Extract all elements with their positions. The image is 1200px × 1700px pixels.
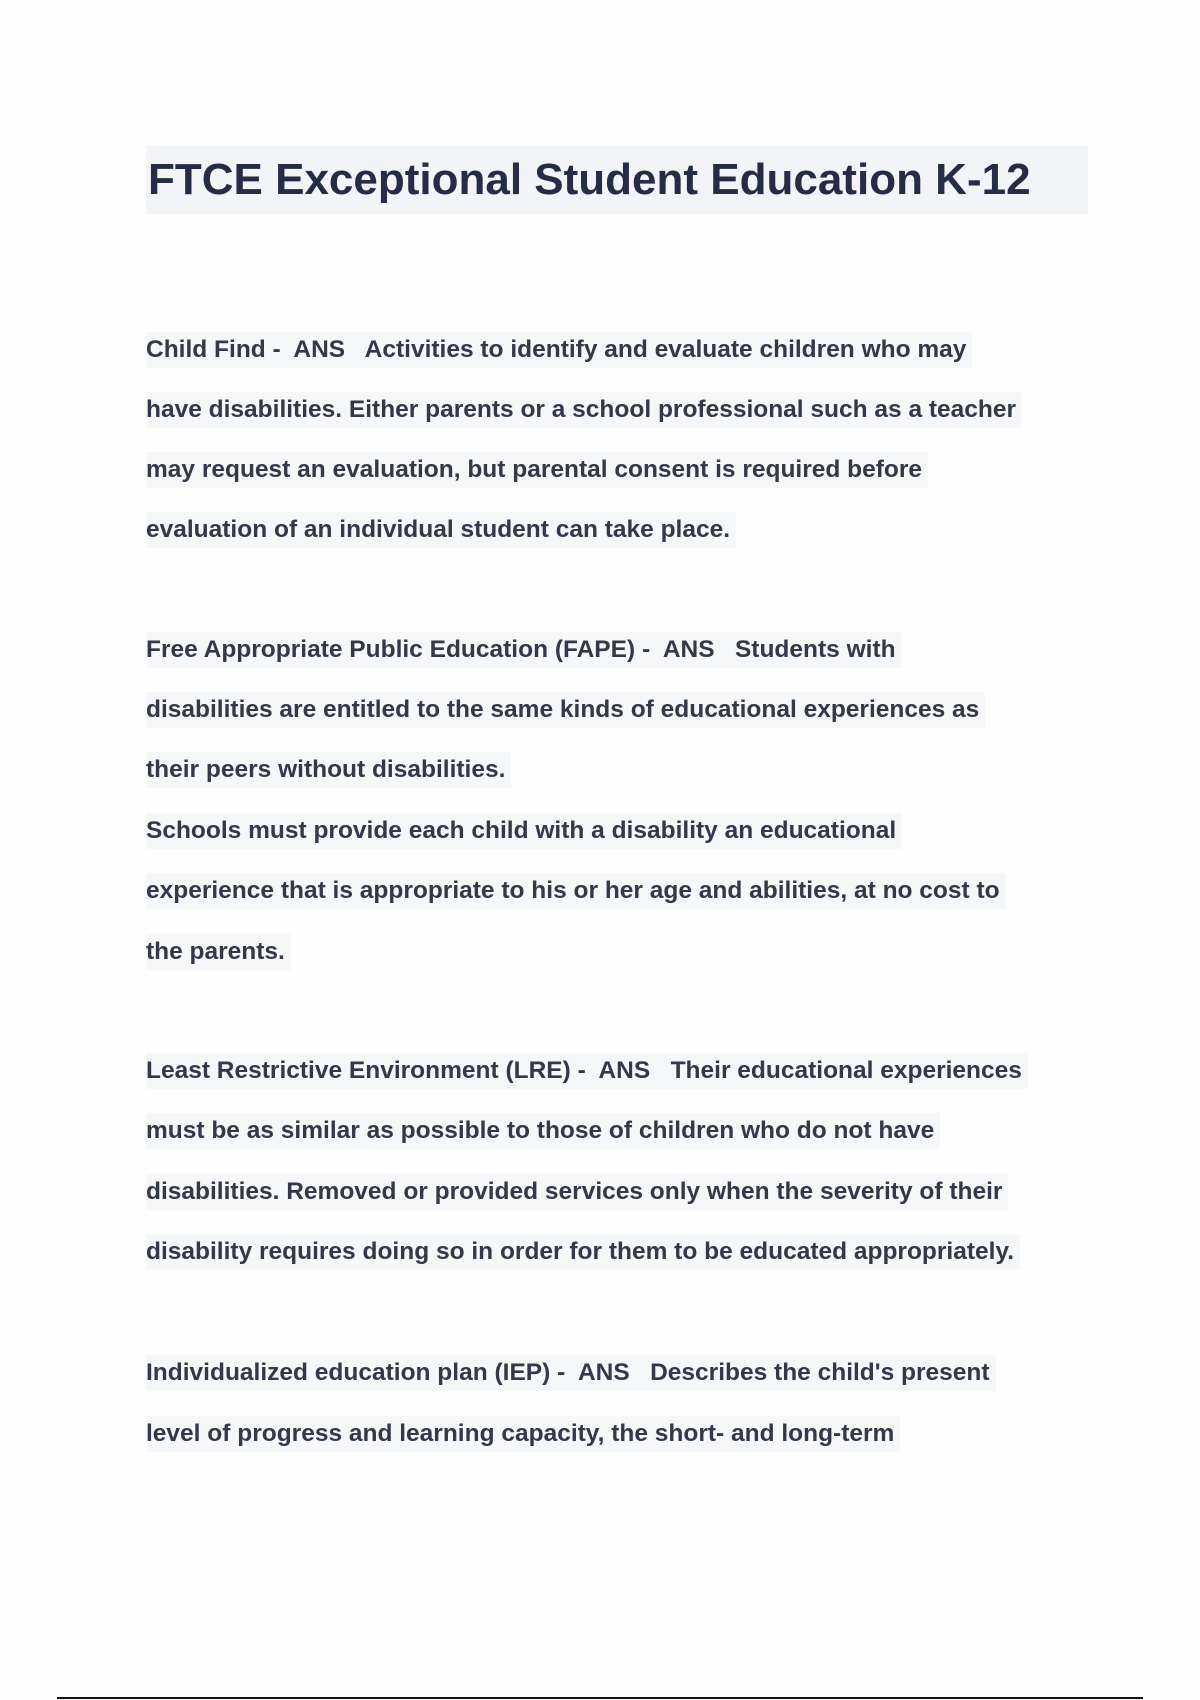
- fape-line-6: the parents.: [146, 934, 291, 970]
- document-title: FTCE Exceptional Student Education K-12: [146, 146, 1088, 214]
- lre-line-1: Least Restrictive Environment (LRE) - ANS Their educational experiences: [146, 1053, 1028, 1089]
- lre-line-3: disabilities. Removed or provided services only when the severity of their: [146, 1174, 1008, 1210]
- child-find-line-2: have disabilities. Either parents or a school professional such as a teacher: [146, 392, 1022, 428]
- lre-line-4: disability requires doing so in order for them to be educated appropriately.: [146, 1234, 1020, 1270]
- child-find-line-1: Child Find - ANS Activities to identify and evaluate children who may: [146, 332, 972, 368]
- page-bottom-divider: [57, 1697, 1143, 1699]
- fape-line-1: Free Appropriate Public Education (FAPE) - ANS Students with: [146, 632, 902, 668]
- lre-line-2: must be as similar as possible to those of children who do not have: [146, 1113, 940, 1149]
- iep-line-1: Individualized education plan (IEP) - ANS Describes the child's present: [146, 1355, 996, 1391]
- fape-line-4: Schools must provide each child with a disability an educational: [146, 813, 902, 849]
- iep-line-2: level of progress and learning capacity, the short- and long-term: [146, 1416, 900, 1452]
- child-find-line-4: evaluation of an individual student can take place.: [146, 512, 736, 548]
- child-find-line-3: may request an evaluation, but parental consent is required before: [146, 452, 928, 488]
- fape-line-3: their peers without disabilities.: [146, 752, 511, 788]
- fape-line-5: experience that is appropriate to his or her age and abilities, at no cost to: [146, 873, 1006, 909]
- fape-line-2: disabilities are entitled to the same kinds of educational experiences as: [146, 692, 985, 728]
